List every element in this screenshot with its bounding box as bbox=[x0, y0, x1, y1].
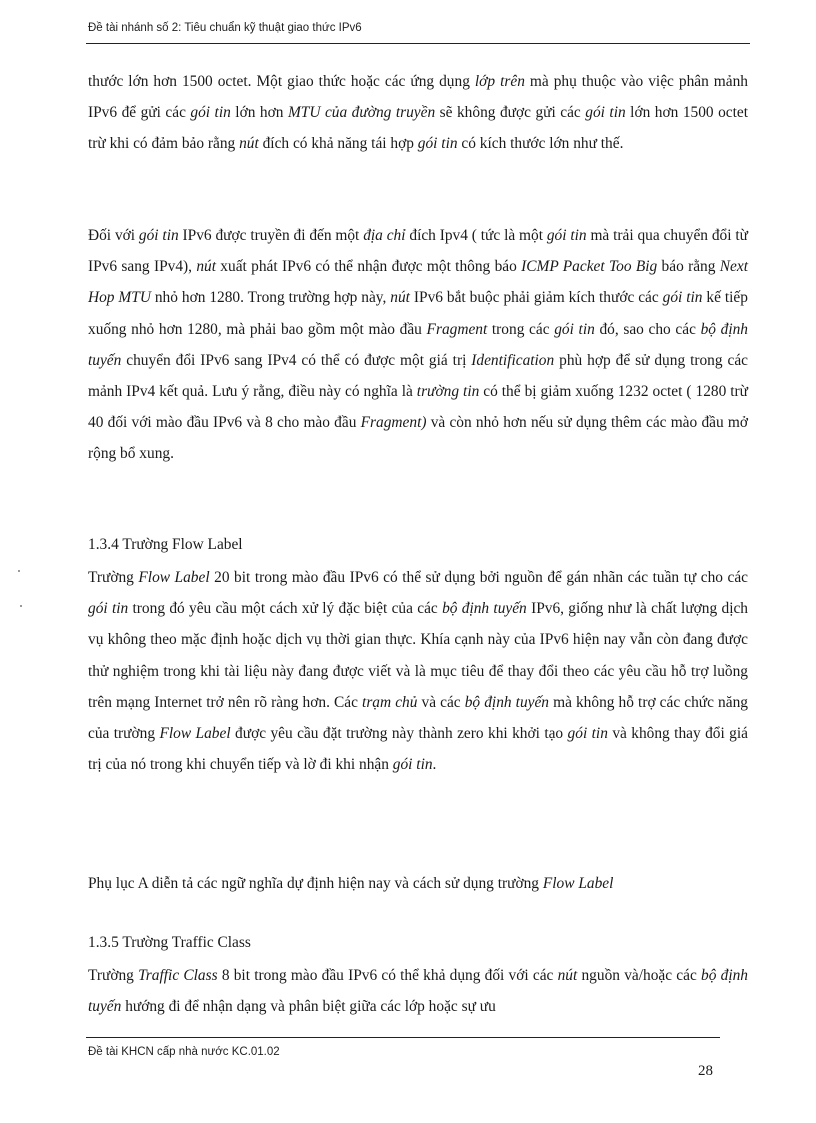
paragraph-traffic-class: Trường Traffic Class 8 bit trong mào đầu IPv6 có thể khả dụng đối với các nút nguồn và/hoặc các bộ định tuyến hướng đi để nhận dạng và phân biệt giữa các lớp hoặc sự ưu bbox=[88, 967, 748, 1016]
paragraph-appendix-note: Phụ lục A diễn tả các ngữ nghĩa dự định hiện nay và cách sử dụng trường Flow Label bbox=[88, 875, 614, 892]
paragraph-ipv4-destination: Đối với gói tin IPv6 được truyền đi đến một địa chỉ đích Ipv4 ( tức là một gói tin mà trải qua chuyển đổi từ IPv6 sang IPv4), nút xuất phát IPv6 có thể nhận được một thông báo ICMP Packet Too Big báo rằng Next Hop MTU nhỏ hơn 1280. Trong trường hợp này, nút IPv6 bắt buộc phải giảm kích thước các gói tin kế tiếp xuống nhỏ hơn 1280, mà phải bao gồm một mào đầu Fragment trong các gói tin đó, sao cho các bộ định tuyến chuyển đổi IPv6 sang IPv4 có thể có được một giá trị Identification phù hợp để sử dụng trong các mảnh IPv4 kết quả. Lưu ý rằng, điều này có nghĩa là trường tin có thể bị giảm xuống 1232 octet ( 1280 trừ 40 đối với mào đầu IPv6 và 8 cho mào đầu Fragment) và còn nhỏ hơn nếu sử dụng thêm các mào đầu mở rộng bổ xung. bbox=[88, 227, 749, 463]
header-rule bbox=[86, 43, 750, 44]
running-header: Đề tài nhánh số 2: Tiêu chuẩn kỹ thuật giao thức IPv6 bbox=[88, 22, 362, 34]
footer-rule bbox=[86, 1037, 720, 1038]
paragraph-continued: thước lớn hơn 1500 octet. Một giao thức hoặc các ứng dụng lớp trên mà phụ thuộc vào việc phân mảnh IPv6 để gửi các gói tin lớn hơn MTU của đường truyền sẽ không được gửi các gói tin lớn hơn 1500 octet trừ khi có đảm bảo rằng nút đích có khả năng tái hợp gói tin có kích thước lớn như thế. bbox=[88, 73, 748, 153]
scan-speck bbox=[18, 570, 20, 572]
scan-speck bbox=[20, 605, 22, 607]
section-heading-traffic-class: 1.3.5 Trường Traffic Class bbox=[88, 934, 251, 951]
section-heading-flow-label: 1.3.4 Trường Flow Label bbox=[88, 536, 243, 553]
running-footer: Đề tài KHCN cấp nhà nước KC.01.02 bbox=[88, 1046, 280, 1058]
paragraph-flow-label: Trường Flow Label 20 bit trong mào đầu IPv6 có thể sử dụng bởi nguồn để gán nhãn các tuần tự cho các gói tin trong đó yêu cầu một cách xử lý đặc biệt của các bộ định tuyến IPv6, giống như là chất lượng dịch vụ không theo mặc định hoặc dịch vụ thời gian thực. Khía cạnh này của IPv6 hiện nay vẫn còn đang được thử nghiệm trong khi tài liệu này đang được viết và là mục tiêu để thay đổi theo các yêu cầu hỗ trợ luồng trên mạng Internet trở nên rõ ràng hơn. Các trạm chủ và các bộ định tuyến mà không hỗ trợ các chức năng của trường Flow Label được yêu cầu đặt trường này thành zero khi khởi tạo gói tin và không thay đổi giá trị của nó trong khi chuyển tiếp và lờ đi khi nhận gói tin. bbox=[88, 569, 748, 774]
page-number: 28 bbox=[698, 1063, 713, 1079]
